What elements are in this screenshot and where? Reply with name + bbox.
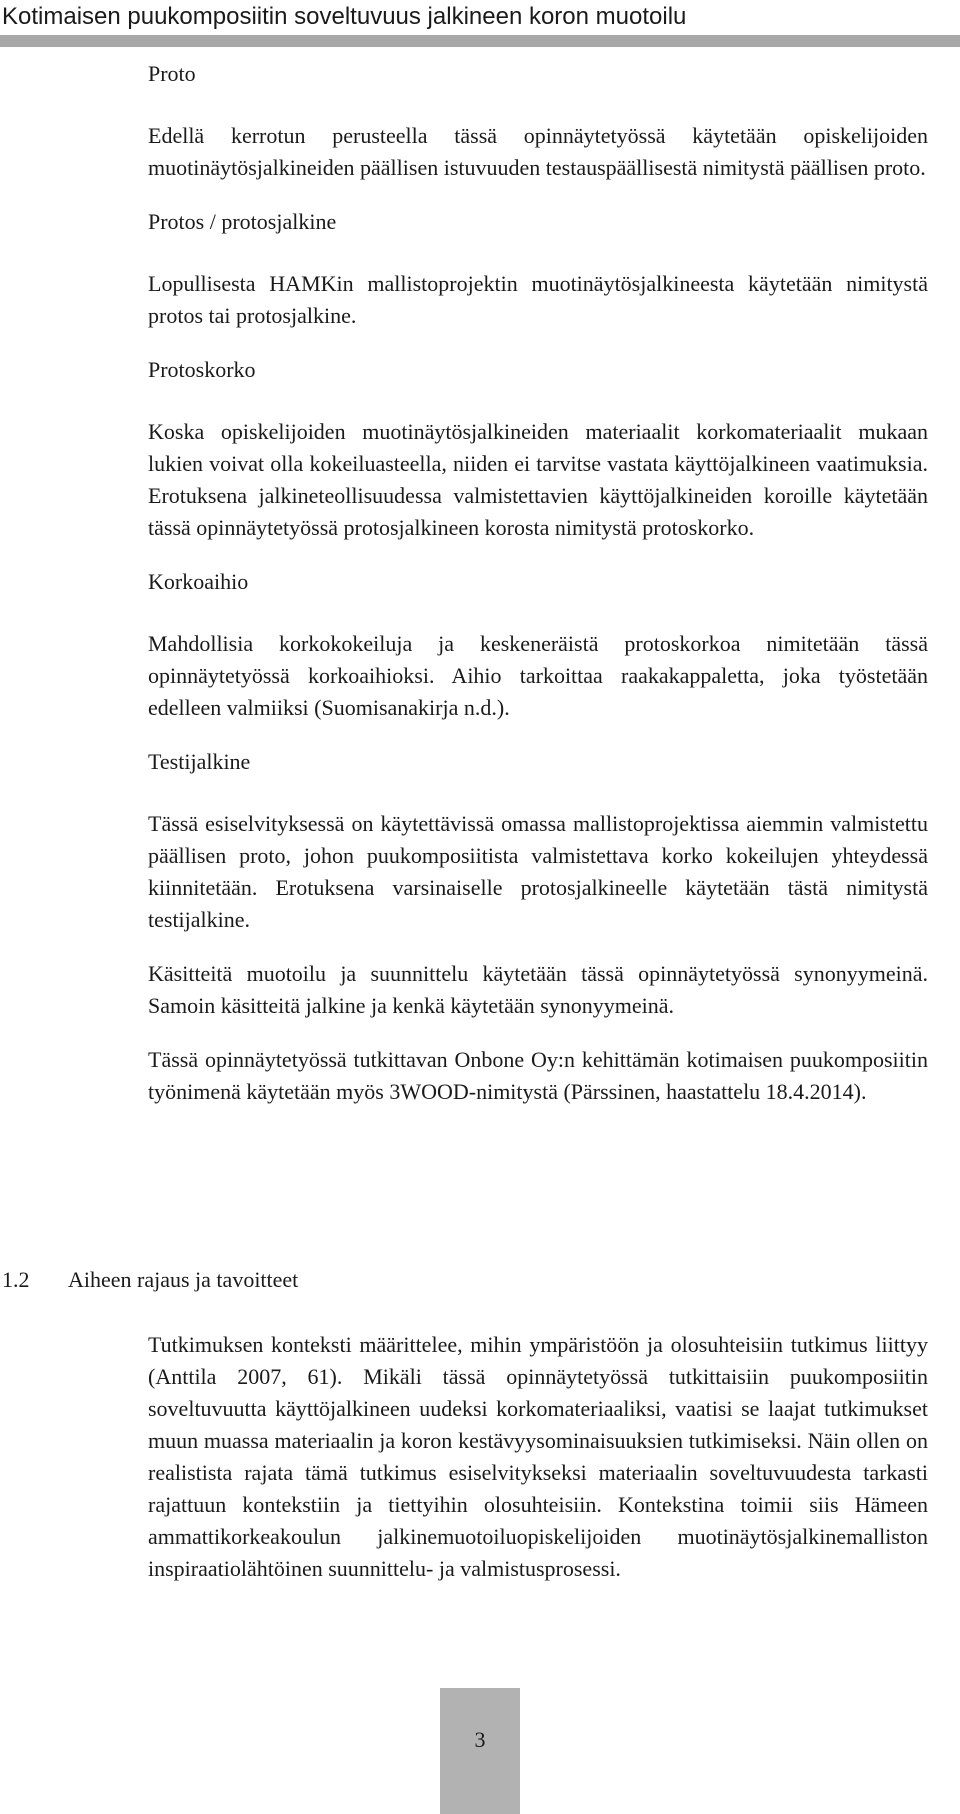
term-testijalkine: Testijalkine: [148, 749, 251, 774]
note-synonyms: Käsitteitä muotoilu ja suunnittelu käytetään tässä opinnäytetyössä synonyymeinä. Samoin käsitteitä jalkine ja kenkä käytetään synonyymeinä.: [148, 961, 928, 1018]
running-header: [0, 0, 960, 52]
term-protos: Protos / protosjalkine: [148, 209, 337, 234]
section-paragraph: Tutkimuksen konteksti määrittelee, mihin ympäristöön ja olosuhteisiin tutkimus liittyy (Anttila 2007, 61). Mikäli tässä opinnäytetyössä tutkittaisiin puukomposiitin soveltuvuutta käyttöjalkineen uudeksi korkomateriaaliksi, vaatisi se laajat tutkimukset muun muassa materiaalin ja koron kestävyysominaisuuksien tutkimiseksi. Näin ollen on realistista rajata tämä tutkimus esiselvitykseksi materiaalin soveltuvuudesta tarkasti rajattuun kontekstiin ja tiettyihin olosuhteisiin. Kontekstina toimii siis Hämeen ammattikorkeakoulun jalkinemuotoiluopiskelijoiden muotinäytösjalkinemalliston inspiraatiolähtöinen suunnittelu- ja valmistusprosessi.: [148, 1332, 928, 1581]
definition-korkoaihio: Mahdollisia korkokokeiluja ja keskeneräistä protoskorkoa nimitetään tässä opinnäytetyössä korkoaihioksi. Aihio tarkoittaa raakakappaletta, joka työstetään edelleen valmiiksi (Suomisanakirja n.d.).: [148, 631, 928, 720]
running-header-title: Kotimaisen puukomposiitin soveltuvuus jalkineen koron muotoilu: [2, 3, 687, 30]
definitions-block: [148, 56, 928, 1108]
section-number: 1.2: [2, 1267, 30, 1292]
definition-proto: Edellä kerrotun perusteella tässä opinnäytetyössä käytetään opiskelijoiden muotinäytösjalkineiden päällisen istuvuuden testauspäällisestä nimitystä päällisen proto.: [148, 123, 928, 180]
definition-protoskorko: Koska opiskelijoiden muotinäytösjalkineiden materiaalit korkomateriaalit mukaan lukien voivat olla kokeiluasteella, niiden ei tarvitse vastata käyttöjalkineen vaatimuksia. Erotuksena jalkineteollisuudessa valmistettavien käyttöjalkineiden koroille käytetään tässä opinnäytetyössä protosjalkineen korosta nimitystä protoskorko.: [148, 419, 928, 540]
definition-protos: Lopullisesta HAMKin mallistoprojektin muotinäytösjalkineesta käytetään nimitystä protos tai protosjalkine.: [148, 271, 928, 328]
definition-testijalkine: Tässä esiselvityksessä on käytettävissä omassa mallistoprojektissa aiemmin valmistettu päällisen proto, johon puukomposiitista valmistettava korko kokeilujen yhteydessä kiinnitetään. Erotuksena varsinaiselle protosjalkineelle käytetään tästä nimitystä testijalkine.: [148, 811, 928, 932]
term-korkoaihio: Korkoaihio: [148, 569, 249, 594]
header-rule: [0, 35, 960, 47]
section-body: [148, 1329, 928, 1585]
section-title: Aiheen rajaus ja tavoitteet: [68, 1267, 299, 1292]
page-number: 3: [474, 1727, 486, 1752]
page-number-box: [440, 1688, 520, 1814]
note-3wood: Tässä opinnäytetyössä tutkittavan Onbone Oy:n kehittämän kotimaisen puukomposiitin työnimenä käytetään myös 3WOOD-nimitystä (Pärssinen, haastattelu 18.4.2014).: [148, 1047, 928, 1104]
term-protoskorko: Protoskorko: [148, 357, 256, 382]
term-proto: Proto: [148, 61, 196, 86]
